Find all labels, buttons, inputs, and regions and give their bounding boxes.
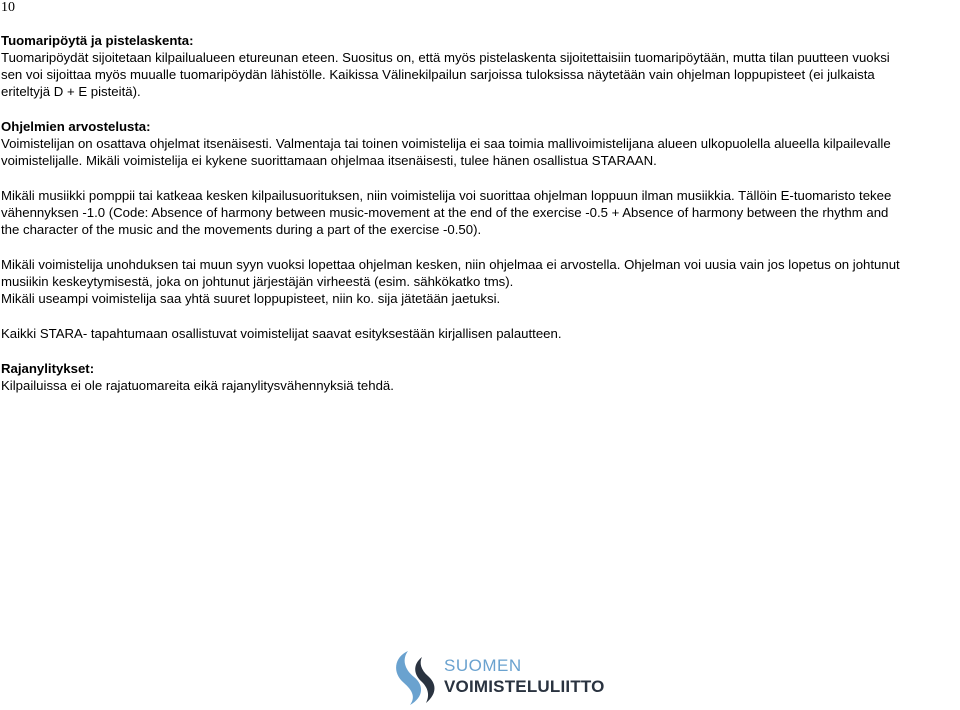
- section-heading: Ohjelmien arvostelusta:: [1, 119, 151, 134]
- paragraph-line: vähennyksen -1.0 (Code: Absence of harmony between music-movement at the end of the exercise -0.5 + Absence of harmony between the rhythm and: [1, 205, 889, 220]
- paragraph-line: voimistelijalle. Mikäli voimistelija ei kykene suorittamaan ohjelmaa itsenäisesti, tulee hänen osallistua STARAAN.: [1, 153, 657, 168]
- document-body: [1, 32, 959, 412]
- section-heading: Rajanylitykset:: [1, 361, 95, 376]
- paragraph-line: sen voi sijoittaa myös muualle tuomaripöydän lähistölle. Kaikissa Välinekilpailun sarjoissa tuloksissa näytetään vain ohjelman loppupisteet (ei julkaista: [1, 67, 875, 82]
- paragraph-line: Mikäli musiikki pomppii tai katkeaa kesken kilpailusuorituksen, niin voimistelija voi suorittaa ohjelman loppuun ilman musiikkia. Tällöin E-tuomaristo tekee: [1, 188, 892, 203]
- paragraph-line: Kaikki STARA- tapahtumaan osallistuvat voimistelijat saavat esityksestään kirjallisen palautteen.: [1, 326, 562, 341]
- paragraph-interrupt: [1, 256, 959, 307]
- paragraph-line: Voimistelijan on osattava ohjelmat itsenäisesti. Valmentaja tai toinen voimistelija ei saa toimia mallivoimistelijana alueen ulkopuolella alueella kilpailevalle: [1, 136, 891, 151]
- paragraph-line: Kilpailuissa ei ole rajatuomareita eikä rajanylitysvähennyksiä tehdä.: [1, 378, 394, 393]
- paragraph-stara: [1, 325, 959, 342]
- section-restrictions: [1, 360, 959, 394]
- logo-text-voimisteluliitto: VOIMISTELULIITTO: [444, 677, 605, 696]
- section-judges-table: [1, 32, 959, 100]
- paragraph-music: [1, 187, 959, 238]
- paragraph-line: the character of the music and the movements during a part of the exercise -0.50).: [1, 222, 482, 237]
- page-number: 10: [1, 0, 15, 15]
- paragraph-line: musiikin keskeytymisestä, joka on johtunut järjestäjän virheestä (esim. sähkökatko tms).: [1, 274, 514, 289]
- suomen-voimisteluliitto-logo: [388, 647, 606, 707]
- logo-swoosh-icon: [388, 647, 444, 707]
- logo-text-suomen: SUOMEN: [444, 656, 522, 675]
- paragraph-line: Mikäli voimistelija unohduksen tai muun syyn vuoksi lopettaa ohjelman kesken, niin ohjelmaa ei arvostella. Ohjelman voi uusia vain jos lopetus on johtunut: [1, 257, 900, 272]
- paragraph-line: eriteltyjä D + E pisteitä).: [1, 84, 141, 99]
- section-heading: Tuomaripöytä ja pistelaskenta:: [1, 33, 194, 48]
- section-evaluation: [1, 118, 959, 169]
- paragraph-line: Mikäli useampi voimistelija saa yhtä suuret loppupisteet, niin ko. sija jätetään jaetuksi.: [1, 291, 501, 306]
- paragraph-line: Tuomaripöydät sijoitetaan kilpailualueen etureunan eteen. Suositus on, että myös pistelaskenta sijoitettaisiin tuomaripöytään, mutta tilan puutteen vuoksi: [1, 50, 890, 65]
